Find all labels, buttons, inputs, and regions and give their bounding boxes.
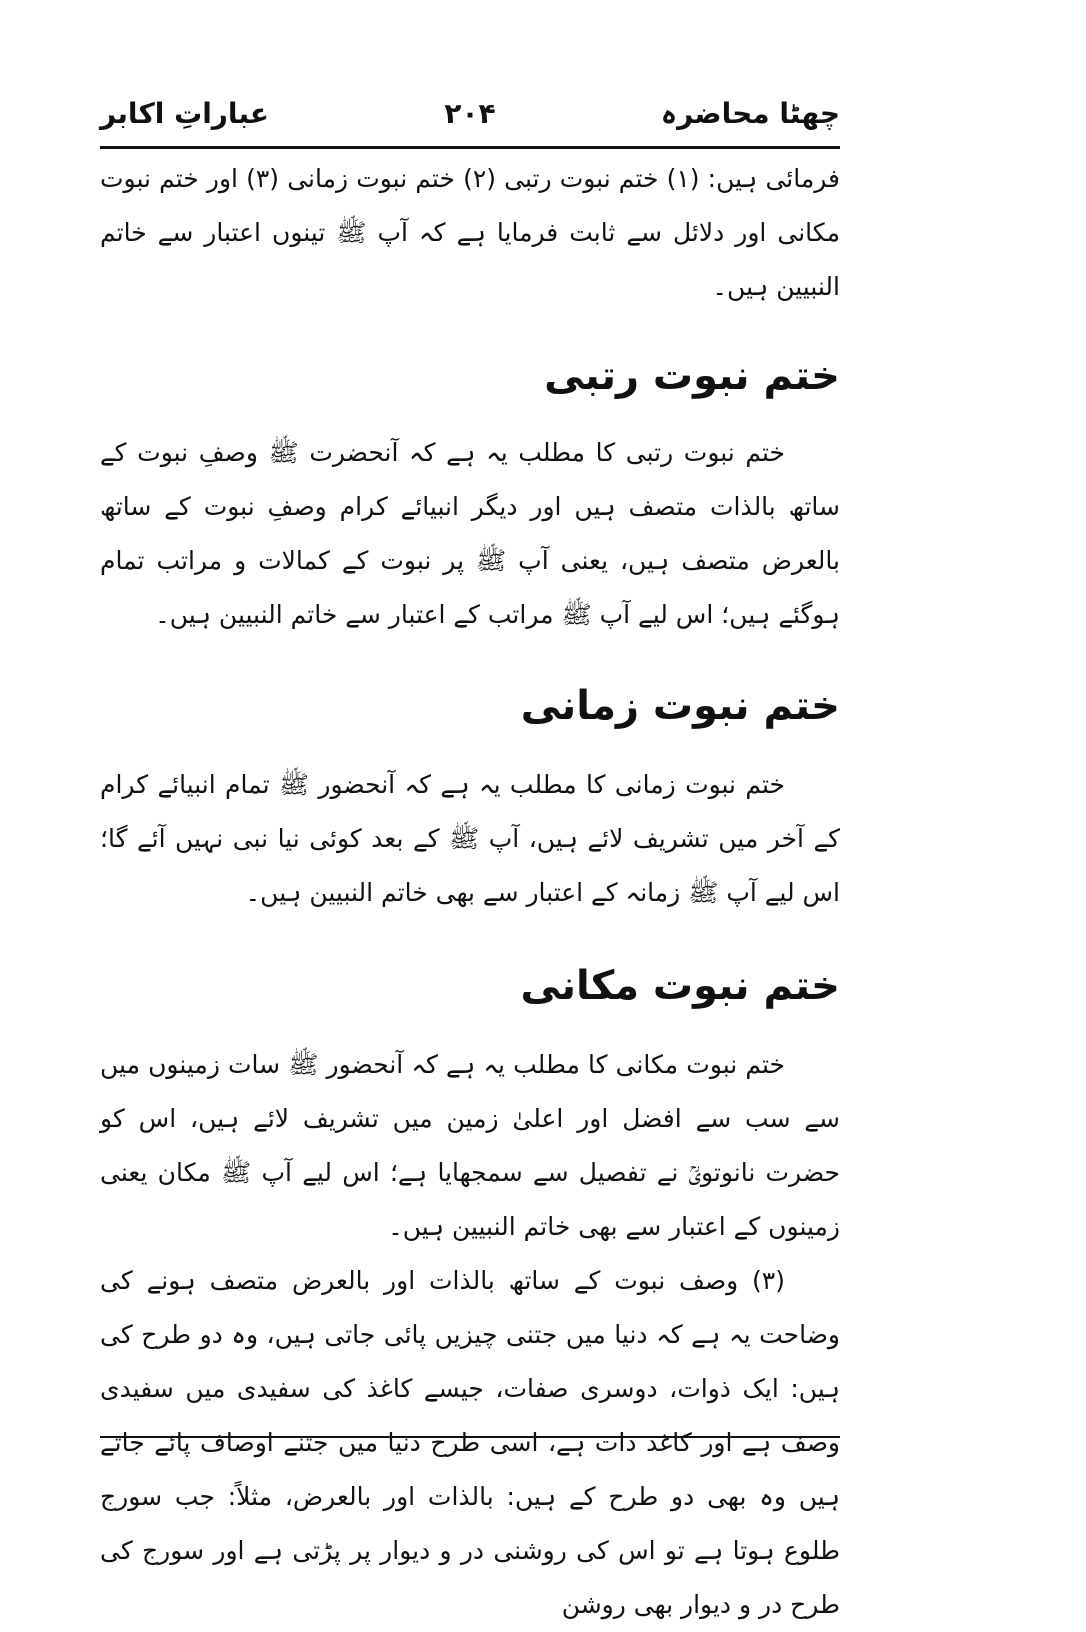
book-title: عباراتِ اکابر xyxy=(100,97,269,130)
section-paragraph-makani: ختم نبوت مکانی کا مطلب یہ ہے کہ آنحضور ﷺ سات زمینوں میں سے سب سے افضل اور اعلیٰ زمین میں تشریف لائے ہیں، اس کو حضرت نانوتویؒ نے تفصیل سے سمجھایا ہے؛ اس لیے آپ ﷺ مکان یعنی زمینوں کے اعتبار سے بھی خاتم النبیین ہیں۔ xyxy=(100,1050,840,1241)
page-number: ۲۰۴ xyxy=(444,97,496,130)
section-heading-zamani: ختم نبوت زمانی xyxy=(520,683,840,729)
header-rule xyxy=(100,146,840,149)
section-heading-rutbi: ختم نبوت رتبی xyxy=(544,353,840,399)
closing-paragraph: (۳) وصف نبوت کے ساتھ بالذات اور بالعرض متصف ہونے کی وضاحت یہ ہے کہ دنیا میں جتنی چیزیں پائی جاتی ہیں، وہ دو طرح کی ہیں: ایک ذوات، دوسری صفات، جیسے کاغذ کی سفیدی میں سفیدی وصف ہے اور کاغذ ذات ہے، اسی طرح دنیا میں جتنے اوصاف پائے جاتے ہیں وہ بھی دو طرح کے ہیں: بالذات اور بالعرض، مثلاً: جب سورج طلوع ہوتا ہے تو اس کی روشنی در و دیوار پر پڑتی ہے اور سورج کی طرح در و دیوار بھی روشن xyxy=(100,1266,840,1619)
section-heading-makani: ختم نبوت مکانی xyxy=(520,963,840,1009)
chapter-title: چھٹا محاضرہ xyxy=(660,97,840,130)
footer-rule xyxy=(100,1436,840,1438)
page-header xyxy=(100,88,840,140)
section-paragraph-rutbi: ختم نبوت رتبی کا مطلب یہ ہے کہ آنحضرت ﷺ وصفِ نبوت کے ساتھ بالذات متصف ہیں اور دیگر انبیائے کرام وصفِ نبوت کے ساتھ بالعرض متصف ہیں، یعنی آپ ﷺ پر نبوت کے کمالات و مراتب تمام ہوگئے ہیں؛ اس لیے آپ ﷺ مراتب کے اعتبار سے خاتم النبیین ہیں۔ xyxy=(100,438,840,629)
intro-paragraph: فرمائی ہیں: (۱) ختم نبوت رتبی (۲) ختم نبوت زمانی (۳) اور ختم نبوت مکانی اور دلائل سے ثابت فرمایا ہے کہ آپ ﷺ تینوں اعتبار سے خاتم النبیین ہیں۔ xyxy=(100,164,841,301)
section-paragraph-zamani: ختم نبوت زمانی کا مطلب یہ ہے کہ آنحضور ﷺ تمام انبیائے کرام کے آخر میں تشریف لائے ہیں، آپ ﷺ کے بعد کوئی نیا نبی نہیں آئے گا؛ اس لیے آپ ﷺ زمانہ کے اعتبار سے بھی خاتم النبیین ہیں۔ xyxy=(100,770,840,907)
page-body xyxy=(100,152,840,1632)
